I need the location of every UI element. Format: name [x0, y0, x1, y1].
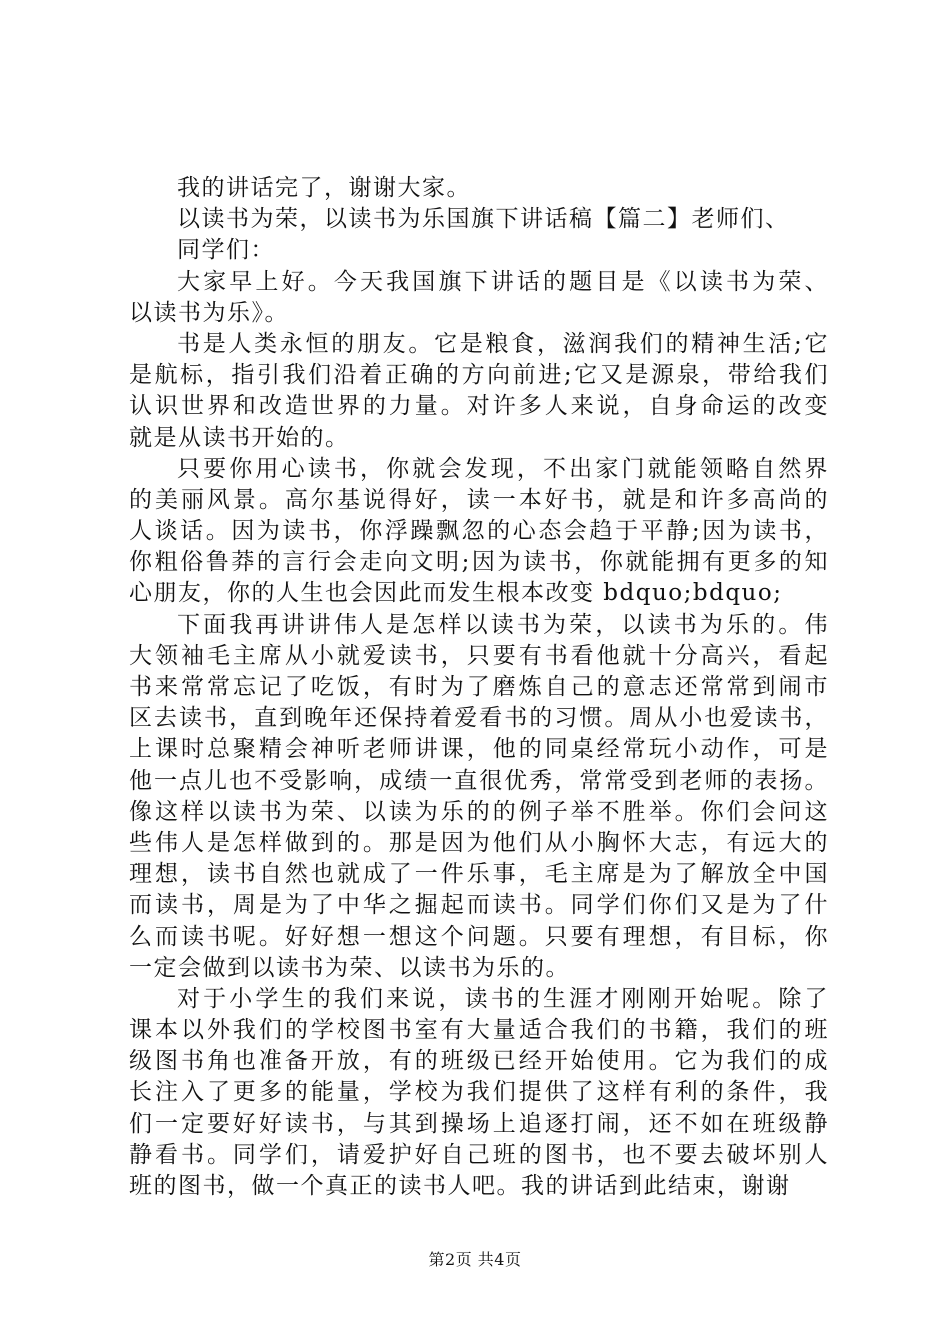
- text-line: 大领袖毛主席从小就爱读书，只要有书看他就十分高兴，看起: [129, 642, 829, 669]
- text-line: 对于小学生的我们来说，读书的生涯才刚刚开始呢。除了: [177, 985, 829, 1012]
- text-line: 是航标，指引我们沿着正确的方向前进;它又是源泉，带给我们: [129, 362, 829, 389]
- text-line: 只要你用心读书，你就会发现，不出家门就能领略自然界: [177, 455, 829, 482]
- text-line: 我的讲话完了，谢谢大家。: [177, 175, 471, 201]
- text-line: 就是从读书开始的。: [129, 424, 350, 451]
- text-line: 他一点儿也不受影响，成绩一直很优秀，常常受到老师的表扬。: [129, 767, 829, 794]
- text-line: 而读书，周是为了中华之掘起而读书。同学们你们又是为了什: [129, 892, 829, 919]
- text-line: 长注入了更多的能量，学校为我们提供了这样有利的条件，我: [129, 1079, 829, 1106]
- text-line: 同学们：: [177, 237, 275, 264]
- text-line: 大家早上好。今天我国旗下讲话的题目是《以读书为荣、: [177, 268, 829, 295]
- text-line: 们一定要好好读书，与其到操场上追逐打闹，还不如在班级静: [129, 1110, 829, 1137]
- text-line: 级图书角也准备开放，有的班级已经开始使用。它为我们的成: [129, 1048, 829, 1075]
- text-line: 课本以外我们的学校图书室有大量适合我们的书籍，我们的班: [129, 1017, 829, 1044]
- text-line: 以读书为乐》。: [129, 299, 289, 326]
- text-line: 班的图书，做一个真正的读书人吧。我的讲话到此结束，谢谢: [129, 1173, 791, 1199]
- document-body: [129, 173, 829, 1202]
- text-line: 一定会做到以读书为荣、以读书为乐的。: [129, 954, 570, 981]
- text-line: 你粗俗鲁莽的言行会走向文明;因为读书，你就能拥有更多的知: [129, 549, 829, 576]
- text-line: 认识世界和改造世界的力量。对许多人来说，自身命运的改变: [129, 393, 829, 420]
- text-line: 理想，读书自然也就成了一件乐事，毛主席是为了解放全中国: [129, 861, 829, 888]
- text-line: 么而读书呢。好好想一想这个问题。只要有理想，有目标，你: [129, 923, 829, 950]
- text-line: 静看书。同学们，请爱护好自己班的图书，也不要去破坏别人: [129, 1141, 829, 1168]
- text-line: 下面我再讲讲伟人是怎样以读书为荣，以读书为乐的。伟: [177, 611, 829, 638]
- text-line: 心朋友，你的人生也会因此而发生根本改变 bdquo;bdquo;: [129, 580, 783, 607]
- text-line: 上课时总聚精会神听老师讲课，他的同桌经常玩小动作，可是: [129, 736, 829, 763]
- text-line: 区去读书，直到晚年还保持着爱看书的习惯。周从小也爱读书，: [129, 705, 829, 732]
- page-footer: 第2页 共4页: [428, 1250, 522, 1269]
- text-line: 书是人类永恒的朋友。它是粮食，滋润我们的精神生活;它: [177, 330, 829, 357]
- text-line: 些伟人是怎样做到的。那是因为他们从小胸怀大志，有远大的: [129, 829, 829, 856]
- text-line: 像这样以读书为荣、以读为乐的的例子举不胜举。你们会问这: [129, 798, 829, 825]
- text-line: 人谈话。因为读书，你浮躁飘忽的心态会趋于平静;因为读书，: [129, 518, 829, 545]
- text-line: 以读书为荣，以读书为乐国旗下讲话稿【篇二】老师们、: [177, 206, 790, 233]
- text-line: 的美丽风景。高尔基说得好，读一本好书，就是和许多高尚的: [129, 486, 829, 513]
- text-line: 书来常常忘记了吃饭，有时为了磨炼自己的意志还常常到闹市: [129, 674, 829, 700]
